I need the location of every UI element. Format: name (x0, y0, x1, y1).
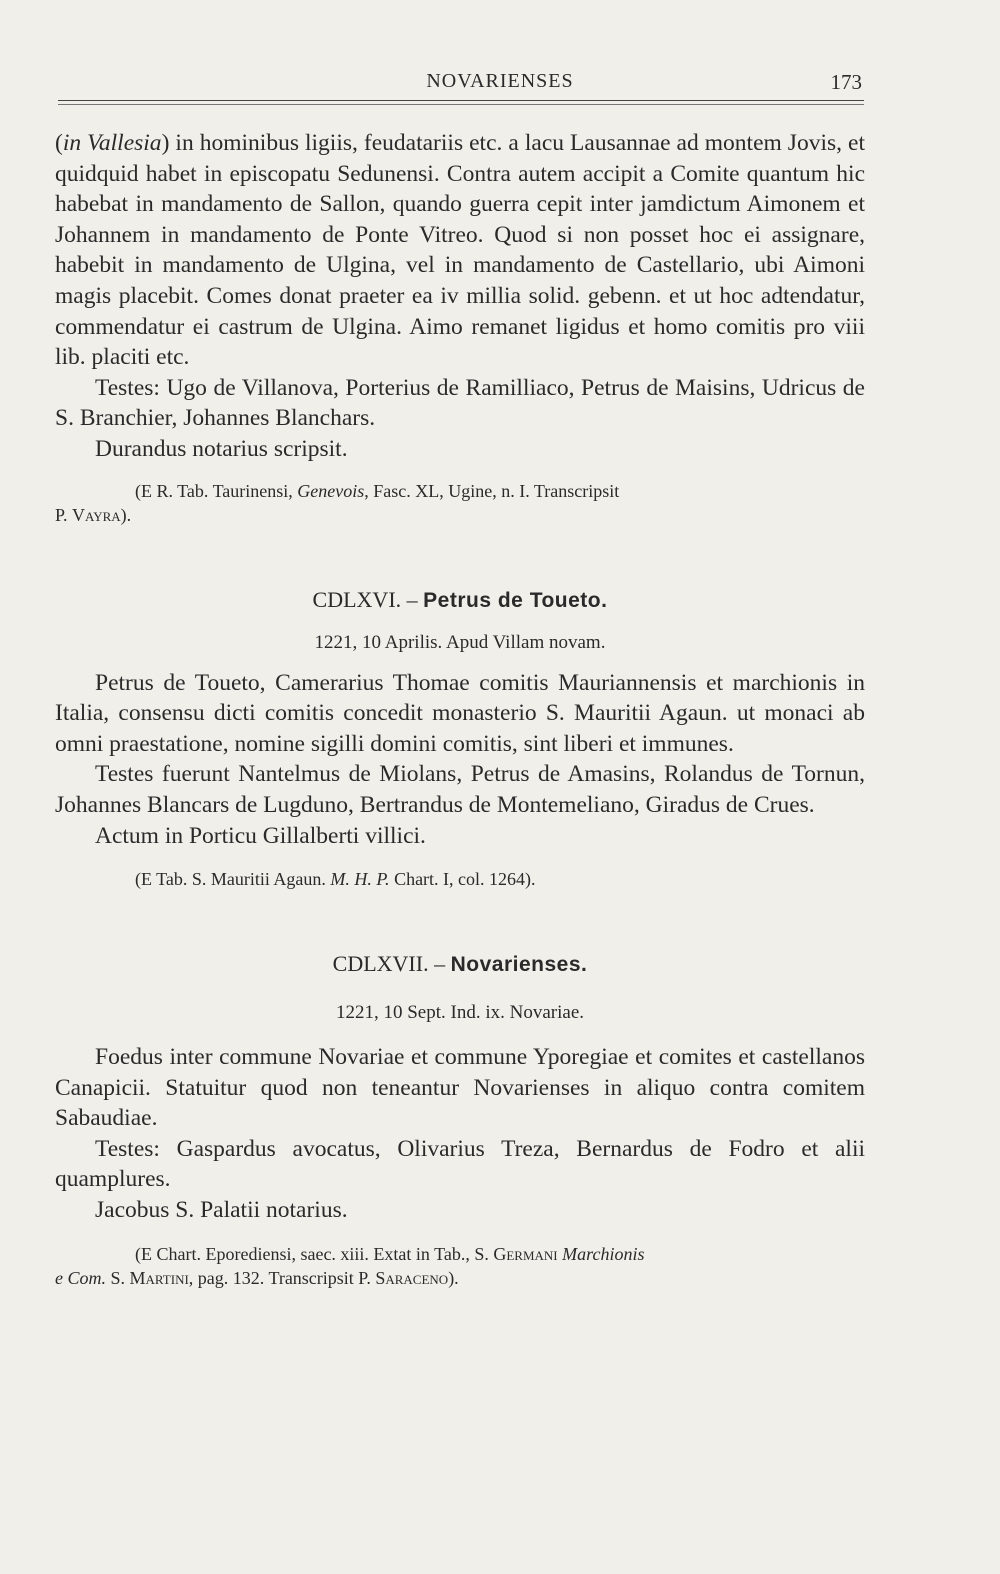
intro-source-text-3: P. (55, 504, 73, 525)
intro-source-text-2: , Fasc. XL, Ugine, n. I. Transcripsit (364, 480, 620, 501)
doc-467-source-text-3: , pag. 132. Transcripsit P. (188, 1267, 376, 1288)
intro-notary: Durandus notarius scripsit. (95, 435, 348, 462)
doc-466-summary: Petrus de Toueto, Camerarius Thomae comitis Mauriannensis et marchionis in Italia, consensu dicti comitis concedit monasterio S. Mauritii Agaun. ut monaci ab omni praestatione, nomine sigilli domini comitis, sint liberi et immunes. (55, 669, 865, 757)
doc-467-source-smallcaps-2: Martini (129, 1267, 189, 1288)
doc-466-source-text-2: Chart. I, col. 1264). (389, 869, 536, 890)
doc-466-source-italic: M. H. P. (330, 869, 390, 890)
doc-467-source-continuation (55, 1266, 865, 1290)
intro-source-italic: Genevois (297, 480, 365, 501)
doc-467-source-italic-2: e Com. (55, 1267, 106, 1288)
intro-paragraph: (in Vallesia) in hominibus ligiis, feudatariis etc. a lacu Lausannae ad montem Jovis, et quidquid habet in episcopatu Sedunensi. Contra autem accipit a Comite quantum hic habebat in mandamento de Sallon, quando guerra cepit inter jamdictum Aimonem et Johannem in mandamento de Ponte Vitreo. Quod si non posset hoc ei assignare, habebit in mandamento de Ulgina, vel in mandamento de Castellario, ubi Aimoni magis placebit. Comes donat praeter ea iv millia solid. gebenn. et ut hoc adtendatur, commendatur ei castrum de Ulgina. Aimo remanet ligidus et homo comitis pro viii lib. placiti etc. (55, 130, 865, 371)
doc-467-name: Novarienses. (450, 953, 588, 977)
doc-467-heading (55, 949, 865, 980)
doc-466-date: 1221, 10 Aprilis. Apud Villam novam. (314, 631, 606, 653)
doc-467-source-text-2: S. (106, 1267, 130, 1288)
intro-source-continuation (55, 503, 865, 527)
intro-source (55, 479, 865, 527)
intro-source-text-4: ). (120, 504, 132, 525)
page-body (55, 128, 865, 1290)
doc-466-number: CDLXVI. – (312, 586, 424, 612)
doc-466-witnesses: Testes fuerunt Nantelmus de Miolans, Petrus de Amasins, Rolandus de Tornun, Johannes Blancars de Lugduno, Bertrandus de Montemeliano, Giradus de Crues. (55, 761, 865, 818)
intro-italic: in Vallesia (62, 130, 162, 156)
doc-467-source-italic-1: Marchionis (557, 1243, 645, 1264)
doc-467-number: CDLXVII. – (332, 951, 451, 977)
doc-467-source-smallcaps-3: Saraceno (375, 1267, 449, 1288)
header-rule-secondary (58, 104, 864, 105)
doc-466-source (55, 867, 865, 891)
doc-466-source-text: (E Tab. S. Mauritii Agaun. (135, 869, 331, 890)
intro-text: ) in hominibus ligiis, feudatariis etc. a lacu Lausannae ad montem Jovis, et quidquid habet in episcopatu Sedunensi. Contra autem accipit a Comite quantum hic habebat in mandamento de Sallon, quando guerra cepit inter jamdictum Aimonem et Johannem in mandamento de Ponte Vitreo. Quod si non posset hoc ei assignare, habebit in mandamento de Ulgina, vel in mandamento de Castellario, ubi Aimoni magis placebit. Comes donat praeter ea iv millia solid. gebenn. et ut hoc adtendatur, commendatur ei castrum de Ulgina. Aimo remanet ligidus et homo comitis pro viii lib. placiti etc. (55, 130, 865, 371)
doc-467-source (55, 1242, 865, 1290)
doc-467-source-smallcaps-1: Germani (493, 1243, 558, 1264)
doc-466-act: Actum in Porticu Gillalberti villici. (95, 822, 426, 849)
running-head (0, 66, 1000, 96)
page-number: 173 (830, 70, 862, 94)
intro-witnesses: Testes: Ugo de Villanova, Porterius de Ramilliaco, Petrus de Maisins, Udricus de S. Branchier, Johannes Blanchars. (55, 374, 865, 432)
doc-467-source-text-4: ). (448, 1267, 459, 1288)
doc-466-heading (55, 585, 865, 616)
header-rule (58, 100, 864, 101)
doc-467-notary: Jacobus S. Palatii notarius. (95, 1197, 348, 1224)
intro-source-text: (E R. Tab. Taurinensi, (135, 480, 298, 501)
running-title: NOVARIENSES (426, 70, 574, 92)
doc-466-name: Petrus de Toueto. (423, 588, 608, 612)
doc-467-date: 1221, 10 Sept. Ind. ix. Novariae. (335, 1002, 584, 1024)
intro-source-smallcaps: Vayra (72, 504, 121, 525)
doc-467-witnesses: Testes: Gaspardus avocatus, Olivarius Treza, Bernardus de Fodro et alii quamplures. (55, 1135, 865, 1193)
doc-467-source-text: (E Chart. Eporediensi, saec. xiii. Extat in Tab., S. (135, 1243, 494, 1264)
doc-467-summary: Foedus inter commune Novariae et commune Yporegiae et comites et castellanos Canapicii. Statuitur quod non teneantur Novarienses in aliquo contra comitem Sabaudiae. (55, 1044, 865, 1132)
